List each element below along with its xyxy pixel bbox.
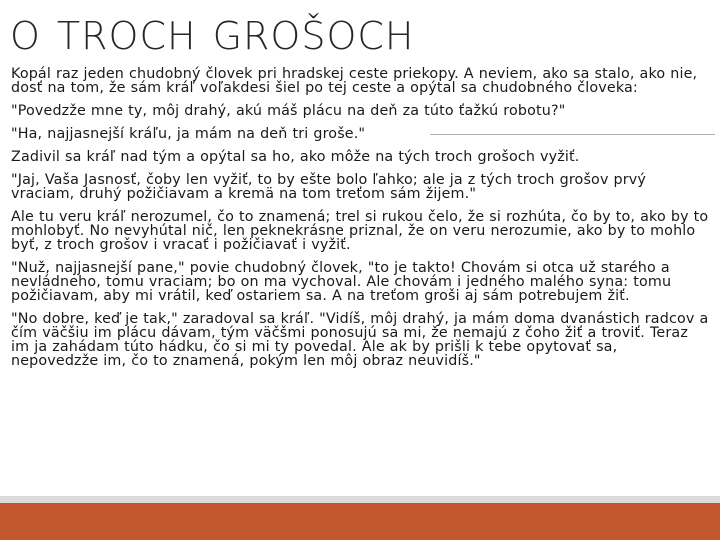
paragraph-6: Ale tu veru kráľ nerozumel, čo to znamená; trel si rukou čelo, že si rozhúta, čo by to, ako by to mohlobyť. No nevyhútal nič, len peknekrásne priznal, že on veru nerozumie, ako by to mohlo byť, z troch grošov i vracať i požičiavať i vyžiť. [11, 209, 709, 253]
slide-title [10, 14, 414, 58]
paragraph-1: Kopál raz jeden chudobný človek pri hradskej ceste priekopy. A neviem, ako sa stalo, ako nie, dosť na tom, že sám kráľ voľakdesi šiel po tej ceste a opýtal sa chudobného človeka: [11, 66, 698, 96]
story-text [11, 67, 709, 377]
paragraph-3: "Ha, najjasnejší kráľu, ja mám na deň tri groše." [11, 126, 366, 142]
title-word-2: TROCH [56, 14, 197, 58]
paragraph-8: "No dobre, keď je tak," zaradoval sa kráľ. "Vidíš, môj drahý, ja mám doma dvanástich radcov a čím väčšiu im plácu dávam, tým väčšmi ponosujú sa mi, že nemajú z čoho žiť a troviť. Teraz im ja zahádam túto hádku, čo si mi ty povedal. Ale ak by prišli k tebe opytovať sa, nepovedzže im, čo to znamená, pokým len môj obraz neuvidíš." [11, 311, 709, 369]
paragraph-2: "Povedzže mne ty, môj drahý, akú máš plácu na deň za túto ťažkú robotu?" [11, 103, 566, 119]
footer-strip [0, 496, 720, 503]
title-word-1: O [10, 14, 41, 58]
title-word-3: GROŠOCH [212, 14, 415, 58]
footer-accent-bar [0, 503, 720, 540]
paragraph-7: "Nuž, najjasnejší pane," povie chudobný človek, "to je takto! Chovám si otca už starého a nevládneho, tomu vraciam; bo on ma vychoval. Ale chovám i jedného malého syna: tomu požičiavam, aby mi vrátil, keď ostariem sa. A na treťom groši aj sám potrebujem žiť. [11, 260, 672, 304]
paragraph-4: Zadivil sa kráľ nad tým a opýtal sa ho, ako môže na tých troch grošoch vyžiť. [11, 149, 580, 165]
paragraph-5: "Jaj, Vaša Jasnosť, čoby len vyžiť, to by ešte bolo ľahko; ale ja z tých troch grošov prvý vraciam, druhý požičiavam a kremä na tom treťom sám žijem." [11, 172, 647, 202]
